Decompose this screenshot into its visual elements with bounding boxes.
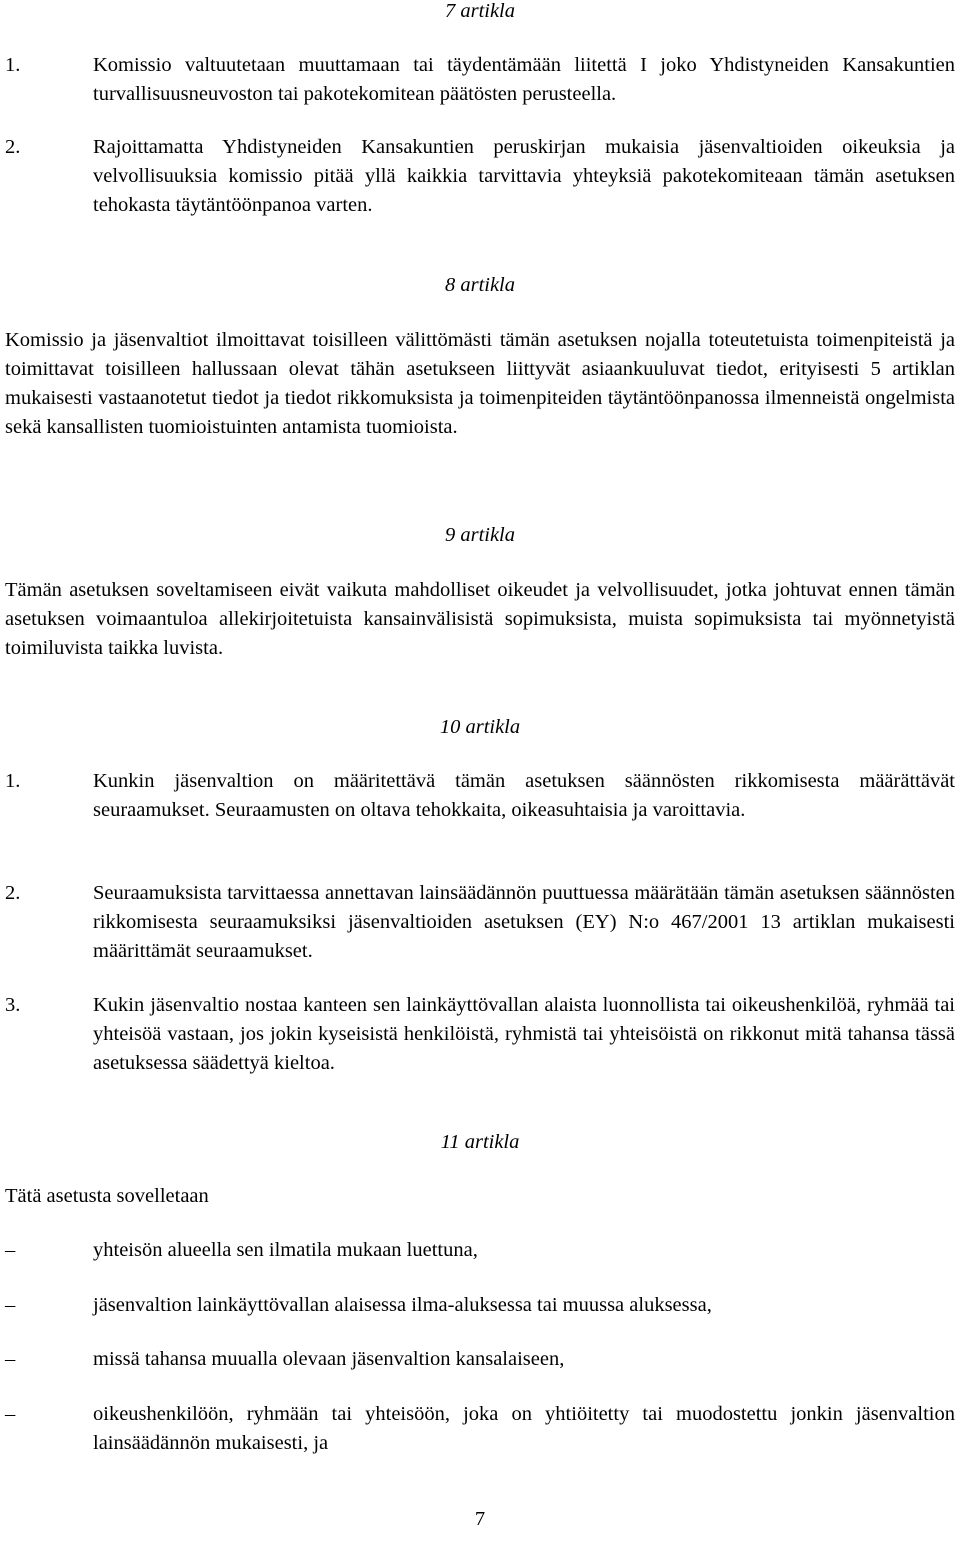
article-8-heading: 8 artikla: [444, 274, 516, 296]
article-7-item-2: [5, 133, 955, 220]
item-text: Seuraamuksista tarvittaessa annettavan lainsäädännön puuttuessa määrätään tämän asetuksen säännösten rikkomisesta seuraamuksiksi jäsenvaltioiden asetuksen (EY) N:o 467/2001 13 artiklan mukaisesti määrittämät seuraamukset.: [93, 882, 955, 962]
item-number: 1.: [5, 770, 21, 792]
item-number: 1.: [5, 54, 21, 76]
article-7-item-1: [5, 51, 955, 109]
article-7-heading: 7 artikla: [444, 0, 516, 22]
article-10-item-2: [5, 879, 955, 966]
article-8-text: Komissio ja jäsenvaltiot ilmoittavat toisilleen välittömästi tämän asetuksen nojalla toteutetuista toimenpiteistä ja toimittavat toisilleen hallussaan olevat tähän asetukseen liittyvät asiaankuuluvat tiedot, erityisesti 5 artiklan mukaisesti vastaanotetut tiedot ja tiedot rikkomuksista ja toimenpiteiden täytäntöönpanossa ilmenneistä ongelmista sekä kansallisten tuomioistuinten antamista tuomioista.: [5, 329, 955, 438]
article-11-list-item: [5, 1236, 955, 1265]
dash-bullet: –: [5, 1403, 16, 1425]
page-number: 7: [474, 1508, 486, 1530]
item-number: 2.: [5, 136, 21, 158]
article-10-item-1: [5, 767, 955, 825]
item-text: Kukin jäsenvaltio nostaa kanteen sen lainkäyttövallan alaista luonnollista tai oikeushenkilöä, ryhmää tai yhteisöä vastaan, jos jokin kyseisistä henkilöistä, ryhmistä tai yhteisöistä on rikkonut mitä tahansa tässä asetuksessa säädettyä kieltoa.: [93, 994, 955, 1074]
article-11-intro: Tätä asetusta sovelletaan: [5, 1185, 209, 1207]
article-11-list-item: [5, 1345, 955, 1374]
item-text: Komissio valtuutetaan muuttamaan tai täydentämään liitettä I joko Yhdistyneiden Kansakuntien turvallisuusneuvoston tai pakotekomitean päätösten perusteella.: [93, 54, 955, 105]
article-9-text: Tämän asetuksen soveltamiseen eivät vaikuta mahdolliset oikeudet ja velvollisuudet, jotka johtuvat ennen tämän asetuksen voimaantuloa allekirjoitetuista kansainvälisistä sopimuksista, muista sopimuksista tai myönnetyistä toimiluvista taikka luvista.: [5, 579, 955, 659]
item-number: 2.: [5, 882, 21, 904]
article-9-heading: 9 artikla: [444, 524, 516, 546]
article-10-item-3: [5, 991, 955, 1078]
article-11-list-item: [5, 1400, 955, 1458]
dash-bullet: –: [5, 1239, 16, 1261]
dash-bullet: –: [5, 1294, 16, 1316]
dash-bullet: –: [5, 1348, 16, 1370]
list-item-text: yhteisön alueella sen ilmatila mukaan luettuna,: [93, 1239, 478, 1261]
list-item-text: missä tahansa muualla olevaan jäsenvaltion kansalaiseen,: [93, 1348, 565, 1370]
item-number: 3.: [5, 994, 21, 1016]
article-11-list-item: [5, 1291, 955, 1320]
article-10-heading: 10 artikla: [439, 716, 521, 738]
list-item-text: oikeushenkilöön, ryhmään tai yhteisöön, joka on yhtiöitetty tai muodostettu jonkin jäsenvaltion lainsäädännön mukaisesti, ja: [93, 1403, 955, 1454]
item-text: Rajoittamatta Yhdistyneiden Kansakuntien peruskirjan mukaisia jäsenvaltioiden oikeuksia ja velvollisuuksia komissio pitää yllä kaikkia tarvittavia yhteyksiä pakotekomiteaan tämän asetuksen tehokasta täytäntöönpanoa varten.: [93, 136, 955, 216]
item-text: Kunkin jäsenvaltion on määritettävä tämän asetuksen säännösten rikkomisesta määrättävät seuraamukset. Seuraamusten on oltava tehokkaita, oikeasuhtaisia ja varoittavia.: [93, 770, 955, 821]
list-item-text: jäsenvaltion lainkäyttövallan alaisessa ilma-aluksessa tai muussa aluksessa,: [93, 1294, 712, 1316]
article-11-heading: 11 artikla: [440, 1131, 520, 1153]
